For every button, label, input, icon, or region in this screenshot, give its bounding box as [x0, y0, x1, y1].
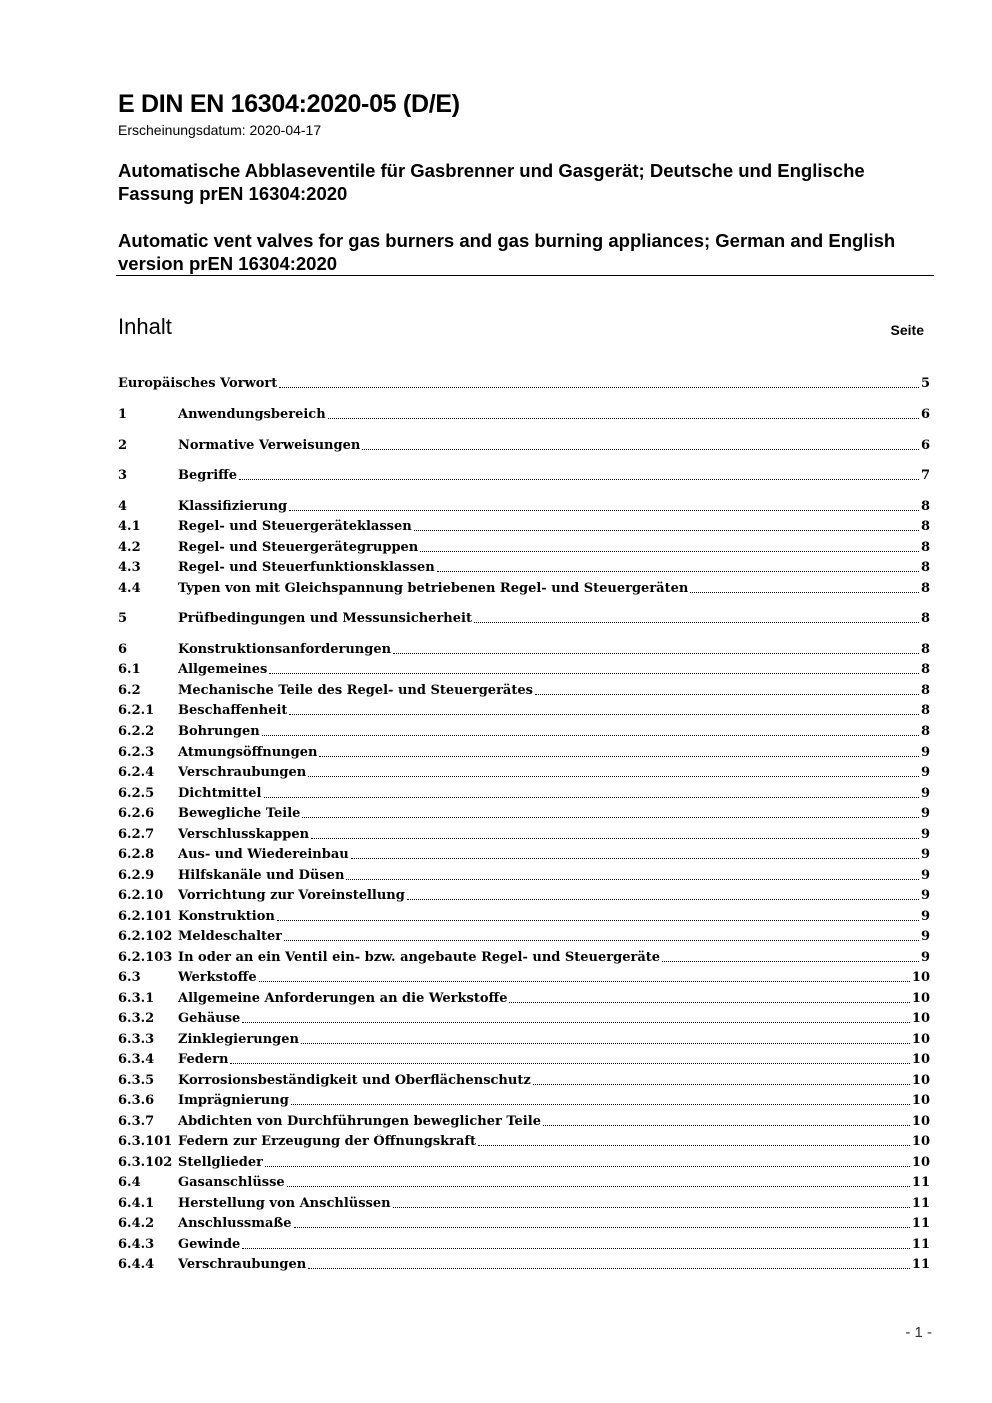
toc-entry-title: Beschaffenheit	[178, 703, 288, 718]
toc-page-column-label: Seite	[890, 322, 924, 338]
toc-entry-title: Aus- und Wiedereinbau	[178, 847, 349, 862]
header-divider	[116, 275, 934, 276]
toc-entry-title: Konstruktionsanforderungen	[178, 642, 392, 657]
toc-entry-page: 9	[920, 929, 930, 944]
toc-entry[interactable]	[118, 1233, 930, 1253]
toc-entry[interactable]	[118, 802, 930, 822]
toc-entry-title: Verschlusskappen	[178, 827, 310, 842]
toc-entry[interactable]	[118, 864, 930, 884]
toc-entry-page: 8	[920, 611, 930, 626]
toc-entry[interactable]	[118, 577, 930, 597]
toc-entry-number: 6.2.8	[118, 847, 155, 862]
toc-entry-title: Klassifizierung	[178, 499, 288, 514]
toc-entry[interactable]	[118, 658, 930, 678]
toc-entry-page: 8	[920, 499, 930, 514]
toc-entry-page: 10	[911, 1093, 930, 1108]
toc-entry-page: 10	[911, 1032, 930, 1047]
toc-entry-page: 10	[911, 1155, 930, 1170]
toc-entry-number: 6.2.1	[118, 703, 155, 718]
toc-dot-leader	[265, 1166, 910, 1167]
toc-dot-leader	[393, 1207, 910, 1208]
toc-dot-leader	[294, 1227, 910, 1228]
toc-entry-page: 9	[920, 786, 930, 801]
toc-entry-number: 6.3.101	[118, 1134, 173, 1149]
toc-entry[interactable]	[118, 638, 930, 658]
toc-entry-page: 10	[911, 991, 930, 1006]
toc-entry-number: 6.2.101	[118, 909, 173, 924]
toc-entry[interactable]	[118, 515, 930, 535]
toc-entry-title: Regel- und Steuergerätegruppen	[178, 540, 419, 555]
toc-entry-number: 6.3	[118, 970, 141, 985]
toc-entry-number: 6.3.6	[118, 1093, 155, 1108]
toc-entry-page: 10	[911, 1134, 930, 1149]
toc-entry-title: Europäisches Vorwort	[118, 376, 278, 391]
toc-entry-page: 6	[920, 438, 930, 453]
toc-entry-page: 8	[920, 642, 930, 657]
toc-entry[interactable]	[118, 823, 930, 843]
toc-dot-leader	[311, 838, 919, 839]
title-english: Automatic vent valves for gas burners and gas burning appliances; German and English version prEN 16304:2020	[118, 230, 896, 274]
toc-entry-number: 6.2.2	[118, 724, 155, 739]
toc-entry-title: Regel- und Steuerfunktionsklassen	[178, 560, 435, 575]
toc-entry[interactable]	[118, 1253, 930, 1273]
toc-entry-number: 1	[118, 407, 128, 422]
toc-entry-title: Anschlussmaße	[178, 1216, 292, 1231]
title-german: Automatische Abblaseventile für Gasbrenner und Gasgerät; Deutsche und Englische Fassung prEN 16304:2020	[118, 160, 865, 204]
toc-dot-leader	[543, 1125, 910, 1126]
toc-entry-page: 10	[911, 970, 930, 985]
toc-entry[interactable]	[118, 1048, 930, 1068]
toc-entry-page: 9	[920, 847, 930, 862]
toc-entry-number: 6.2	[118, 683, 141, 698]
toc-entry[interactable]	[118, 741, 930, 761]
toc-dot-leader	[308, 776, 919, 777]
toc-dot-leader	[308, 1268, 910, 1269]
publication-date: Erscheinungsdatum: 2020-04-17	[118, 122, 322, 138]
toc-entry[interactable]	[118, 1151, 930, 1171]
toc-entry-number: 5	[118, 611, 128, 626]
toc-entry[interactable]	[118, 1130, 930, 1150]
toc-entry-number: 4.2	[118, 540, 141, 555]
toc-dot-leader	[351, 858, 919, 859]
toc-dot-leader	[362, 449, 919, 450]
toc-entry-number: 6.2.102	[118, 929, 173, 944]
toc-entry-page: 11	[911, 1196, 930, 1211]
toc-entry[interactable]	[118, 495, 930, 515]
toc-dot-leader	[533, 1084, 910, 1085]
toc-entry-page: 9	[920, 909, 930, 924]
toc-dot-leader	[393, 653, 919, 654]
toc-entry-number: 6.2.103	[118, 950, 173, 965]
toc-entry-number: 2	[118, 438, 128, 453]
toc-dot-leader	[269, 673, 919, 674]
toc-entry-title: Gewinde	[178, 1237, 241, 1252]
toc-entry-page: 8	[920, 683, 930, 698]
toc-entry-page: 8	[920, 560, 930, 575]
toc-entry-title: Abdichten von Durchführungen beweglicher Teile	[178, 1114, 541, 1129]
toc-dot-leader	[509, 1002, 909, 1003]
toc-entry-title: Allgemeine Anforderungen an die Werkstoffe	[178, 991, 508, 1006]
toc-entry[interactable]	[118, 464, 930, 484]
toc-entry-number: 6.3.7	[118, 1114, 155, 1129]
toc-entry[interactable]	[118, 905, 930, 925]
toc-entry-title: Begriffe	[178, 468, 238, 483]
toc-entry-page: 11	[911, 1216, 930, 1231]
toc-entry[interactable]	[118, 925, 930, 945]
toc-entry[interactable]	[118, 372, 930, 392]
toc-dot-leader	[284, 940, 919, 941]
toc-entry[interactable]	[118, 1192, 930, 1212]
document-id: E DIN EN 16304:2020-05 (D/E)	[118, 90, 460, 118]
toc-entry[interactable]	[118, 607, 930, 627]
toc-entry-number: 6.4.4	[118, 1257, 155, 1272]
toc-entry[interactable]	[118, 761, 930, 781]
toc-dot-leader	[259, 981, 910, 982]
toc-entry-title: Verschraubungen	[178, 765, 307, 780]
toc-entry-title: Normative Verweisungen	[178, 438, 361, 453]
toc-entry-title: Meldeschalter	[178, 929, 283, 944]
toc-entry-page: 9	[920, 806, 930, 821]
toc-entry-number: 6.3.5	[118, 1073, 155, 1088]
toc-dot-leader	[262, 735, 919, 736]
toc-entry-page: 5	[920, 376, 930, 391]
toc-entry-title: Hilfskanäle und Düsen	[178, 868, 345, 883]
toc-entry-page: 8	[920, 724, 930, 739]
toc-entry-page: 10	[911, 1052, 930, 1067]
toc-dot-leader	[478, 1145, 910, 1146]
toc-entry-number: 6.3.3	[118, 1032, 155, 1047]
toc-entry-number: 4.1	[118, 519, 141, 534]
toc-entry-title: Gehäuse	[178, 1011, 241, 1026]
toc-entry-number: 6.4.1	[118, 1196, 155, 1211]
toc-entry-number: 3	[118, 468, 128, 483]
toc-entry-title: Mechanische Teile des Regel- und Steuergerätes	[178, 683, 533, 698]
toc-entry-page: 10	[911, 1073, 930, 1088]
toc-dot-leader	[291, 1104, 910, 1105]
toc-entry-title: Federn zur Erzeugung der Öffnungskraft	[178, 1134, 477, 1149]
toc-dot-leader	[474, 622, 919, 623]
toc-entry-title: Korrosionsbeständigkeit und Oberflächenschutz	[178, 1073, 531, 1088]
toc-entry-page: 9	[920, 868, 930, 883]
toc-entry-page: 8	[920, 519, 930, 534]
toc-entry-title: Bewegliche Teile	[178, 806, 301, 821]
toc-entry-title: In oder an ein Ventil ein- bzw. angebaute Regel- und Steuergeräte	[178, 950, 661, 965]
toc-entry-page: 9	[920, 888, 930, 903]
toc-dot-leader	[302, 817, 919, 818]
toc-entry-page: 9	[920, 765, 930, 780]
toc-entry-number: 6.3.4	[118, 1052, 155, 1067]
toc-entry-number: 6.4	[118, 1175, 141, 1190]
toc-entry-page: 9	[920, 745, 930, 760]
toc-entry-title: Typen von mit Gleichspannung betriebenen Regel- und Steuergeräten	[178, 581, 689, 596]
toc-entry-number: 4	[118, 499, 128, 514]
toc-dot-leader	[279, 387, 919, 388]
toc-entry-number: 6	[118, 642, 128, 657]
toc-entry-number: 6.3.2	[118, 1011, 155, 1026]
toc-dot-leader	[690, 592, 919, 593]
toc-dot-leader	[242, 1022, 910, 1023]
toc-entry-title: Prüfbedingungen und Messunsicherheit	[178, 611, 472, 626]
toc-entry-title: Zinklegierungen	[178, 1032, 299, 1047]
toc-entry-page: 8	[920, 540, 930, 555]
toc-entry[interactable]	[118, 536, 930, 556]
toc-entry-title: Regel- und Steuergeräteklassen	[178, 519, 412, 534]
toc-dot-leader	[301, 1043, 910, 1044]
toc-entry-title: Allgemeines	[178, 662, 268, 677]
toc-entry[interactable]	[118, 434, 930, 454]
toc-entry-number: 4.4	[118, 581, 141, 596]
toc-entry-title: Dichtmittel	[178, 786, 262, 801]
toc-entry[interactable]	[118, 1028, 930, 1048]
toc-entry-title: Werkstoffe	[178, 970, 257, 985]
toc-dot-leader	[414, 530, 919, 531]
toc-dot-leader	[289, 510, 919, 511]
toc-entry-title: Atmungsöffnungen	[178, 745, 318, 760]
toc-entry-number: 6.2.6	[118, 806, 155, 821]
toc-entry-number: 6.2.10	[118, 888, 164, 903]
toc-entry-number: 6.2.4	[118, 765, 155, 780]
toc-dot-leader	[289, 714, 919, 715]
toc-entry[interactable]	[118, 1110, 930, 1130]
toc-entry[interactable]	[118, 1171, 930, 1191]
toc-entry-page: 7	[920, 468, 930, 483]
toc-dot-leader	[239, 479, 919, 480]
toc-entry[interactable]	[118, 966, 930, 986]
toc-entry-page: 9	[920, 950, 930, 965]
toc-entry[interactable]	[118, 1069, 930, 1089]
toc-dot-leader	[662, 961, 919, 962]
toc-entry-page: 6	[920, 407, 930, 422]
toc-entry[interactable]	[118, 403, 930, 423]
toc-entry-number: 6.2.3	[118, 745, 155, 760]
toc-entry-title: Vorrichtung zur Voreinstellung	[178, 888, 405, 903]
toc-entry-number: 6.2.7	[118, 827, 155, 842]
toc-entry-page: 11	[911, 1175, 930, 1190]
toc-dot-leader	[277, 920, 919, 921]
toc-dot-leader	[420, 551, 919, 552]
toc-entry-number: 6.1	[118, 662, 141, 677]
toc-dot-leader	[346, 879, 919, 880]
toc-entry-title: Gasanschlüsse	[178, 1175, 285, 1190]
page-number: - 1 -	[905, 1324, 932, 1341]
toc-dot-leader	[328, 418, 919, 419]
toc-dot-leader	[437, 571, 919, 572]
toc-entry[interactable]	[118, 556, 930, 576]
toc-entry-number: 6.4.3	[118, 1237, 155, 1252]
toc-entry-page: 8	[920, 703, 930, 718]
toc-entry-page: 8	[920, 662, 930, 677]
toc-dot-leader	[242, 1248, 910, 1249]
toc-dot-leader	[535, 694, 919, 695]
toc-entry-number: 6.2.9	[118, 868, 155, 883]
toc-heading: Inhalt	[118, 314, 172, 339]
toc-entry[interactable]	[118, 946, 930, 966]
toc-entry[interactable]	[118, 782, 930, 802]
toc-entry[interactable]	[118, 1007, 930, 1027]
toc-entry-title: Konstruktion	[178, 909, 275, 924]
toc-entry-number: 6.3.1	[118, 991, 155, 1006]
toc-entry[interactable]	[118, 699, 930, 719]
toc-entry-number: 4.3	[118, 560, 141, 575]
toc-entry[interactable]	[118, 987, 930, 1007]
toc-entry-title: Federn	[178, 1052, 229, 1067]
toc-dot-leader	[287, 1186, 910, 1187]
toc-entry-title: Imprägnierung	[178, 1093, 289, 1108]
toc-dot-leader	[264, 797, 919, 798]
toc-entry-page: 10	[911, 1011, 930, 1026]
toc-entry[interactable]	[118, 679, 930, 699]
toc-entry-page: 8	[920, 581, 930, 596]
toc-entry-page: 10	[911, 1114, 930, 1129]
toc-entry-title: Stellglieder	[178, 1155, 263, 1170]
toc-entry-title: Bohrungen	[178, 724, 260, 739]
toc-dot-leader	[407, 899, 919, 900]
toc-dot-leader	[230, 1063, 909, 1064]
toc-entry[interactable]	[118, 884, 930, 904]
toc-dot-leader	[319, 756, 919, 757]
toc-entry-number: 6.3.102	[118, 1155, 173, 1170]
toc-entry-page: 9	[920, 827, 930, 842]
toc-entry[interactable]	[118, 1212, 930, 1232]
toc-entry-title: Anwendungsbereich	[178, 407, 326, 422]
toc-entry-title: Verschraubungen	[178, 1257, 307, 1272]
toc-entry-number: 6.4.2	[118, 1216, 155, 1231]
toc-entry[interactable]	[118, 720, 930, 740]
toc-entry[interactable]	[118, 843, 930, 863]
toc-entry[interactable]	[118, 1089, 930, 1109]
toc-entry-title: Herstellung von Anschlüssen	[178, 1196, 391, 1211]
toc-entry-page: 11	[911, 1237, 930, 1252]
toc-entry-page: 11	[911, 1257, 930, 1272]
toc-entry-number: 6.2.5	[118, 786, 155, 801]
